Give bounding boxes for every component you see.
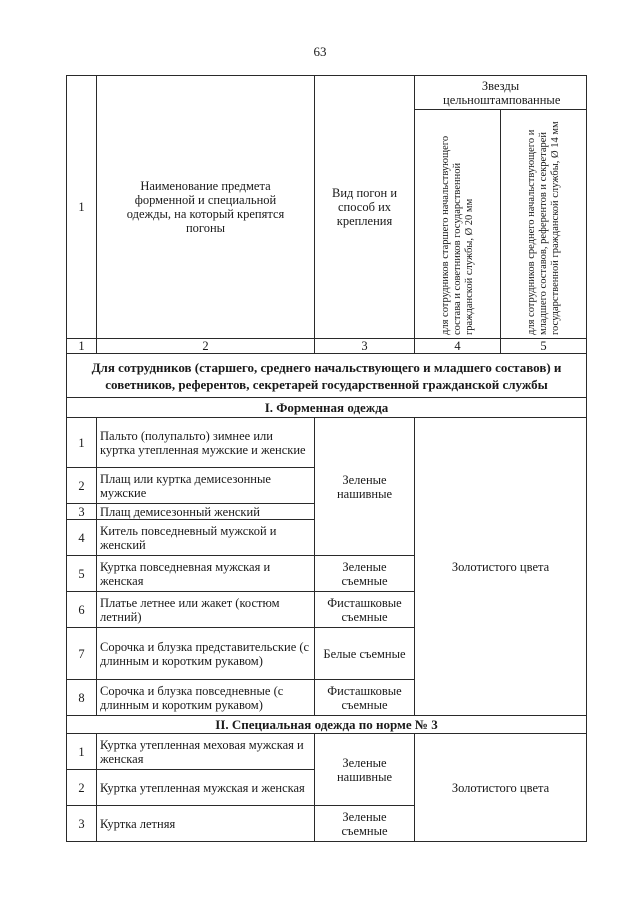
group-title-row — [67, 354, 587, 398]
header-stars-14mm-text: для сотрудников среднего начальствующего и младшего составов, референтов и секретарей государственной гражданской службы, Ø 14 мм — [525, 121, 561, 335]
header-item-name: Наименование предмета форменной и специальной одежды, на который крепятся погоны — [97, 76, 315, 339]
numbering-row — [67, 339, 587, 354]
item-name: Куртка летняя — [97, 806, 315, 842]
row-number: 5 — [67, 556, 97, 592]
header-strap-type: Вид погон и способ их крепления — [315, 76, 415, 339]
row-number: 2 — [67, 468, 97, 504]
header-row-1 — [67, 76, 587, 110]
group-title: Для сотрудников (старшего, среднего начальствующего и младшего составов) и советников, референтов, секретарей государственной гражданской службы — [67, 354, 587, 398]
numbering-cell: 4 — [415, 339, 501, 354]
item-name: Куртка повседневная мужская и женская — [97, 556, 315, 592]
strap-type-green-removable: Зеленые съемные — [315, 806, 415, 842]
strap-type-green-sewn: Зеленые нашивные — [315, 734, 415, 806]
section2-title: II. Специальная одежда по норме № 3 — [67, 716, 587, 734]
item-name: Куртка утепленная меховая мужская и женская — [97, 734, 315, 770]
header-stars-14mm — [501, 110, 587, 339]
uniform-shoulder-straps-table — [66, 75, 587, 842]
numbering-cell: 2 — [97, 339, 315, 354]
item-name: Пальто (полупальто) зимнее или куртка утепленная мужские и женские — [97, 418, 315, 468]
row-number: 6 — [67, 592, 97, 628]
item-name: Сорочка и блузка представительские (с длинным и коротким рукавом) — [97, 628, 315, 680]
section2-title-row — [67, 716, 587, 734]
numbering-cell: 5 — [501, 339, 587, 354]
strap-type-green-sewn: Зеленые нашивные — [315, 418, 415, 556]
row-number: 8 — [67, 680, 97, 716]
section1-title: I. Форменная одежда — [67, 398, 587, 418]
row-number: 3 — [67, 806, 97, 842]
item-name: Платье летнее или жакет (костюм летний) — [97, 592, 315, 628]
strap-type-green-removable: Зеленые съемные — [315, 556, 415, 592]
strap-type-white-removable: Белые съемные — [315, 628, 415, 680]
row-number: 1 — [67, 734, 97, 770]
strap-type-pistachio-removable: Фисташковые съемные — [315, 592, 415, 628]
header-stars-group: Звезды цельноштампованные — [415, 76, 587, 110]
item-name: Куртка утепленная мужская и женская — [97, 770, 315, 806]
item-name: Плащ демисезонный женский — [97, 504, 315, 520]
star-color-section2: Золотистого цвета — [415, 734, 587, 842]
row-number: 4 — [67, 520, 97, 556]
header-col1: 1 — [67, 76, 97, 339]
item-name: Китель повседневный мужской и женский — [97, 520, 315, 556]
page-number: 63 — [313, 44, 327, 59]
table-row — [67, 418, 587, 468]
numbering-cell: 3 — [315, 339, 415, 354]
star-color-section1: Золотистого цвета — [415, 418, 587, 716]
header-stars-20mm-text: для сотрудников старшего начальствующего состава и советников государственной гражданской службы, Ø 20 мм — [439, 135, 475, 335]
item-name: Плащ или куртка демисезонные мужские — [97, 468, 315, 504]
row-number: 1 — [67, 418, 97, 468]
row-number: 3 — [67, 504, 97, 520]
item-name: Сорочка и блузка повседневные (с длинным и коротким рукавом) — [97, 680, 315, 716]
strap-type-pistachio-removable: Фисташковые съемные — [315, 680, 415, 716]
numbering-cell: 1 — [67, 339, 97, 354]
header-stars-20mm — [415, 110, 501, 339]
row-number: 7 — [67, 628, 97, 680]
section1-title-row — [67, 398, 587, 418]
table-row — [67, 734, 587, 770]
row-number: 2 — [67, 770, 97, 806]
